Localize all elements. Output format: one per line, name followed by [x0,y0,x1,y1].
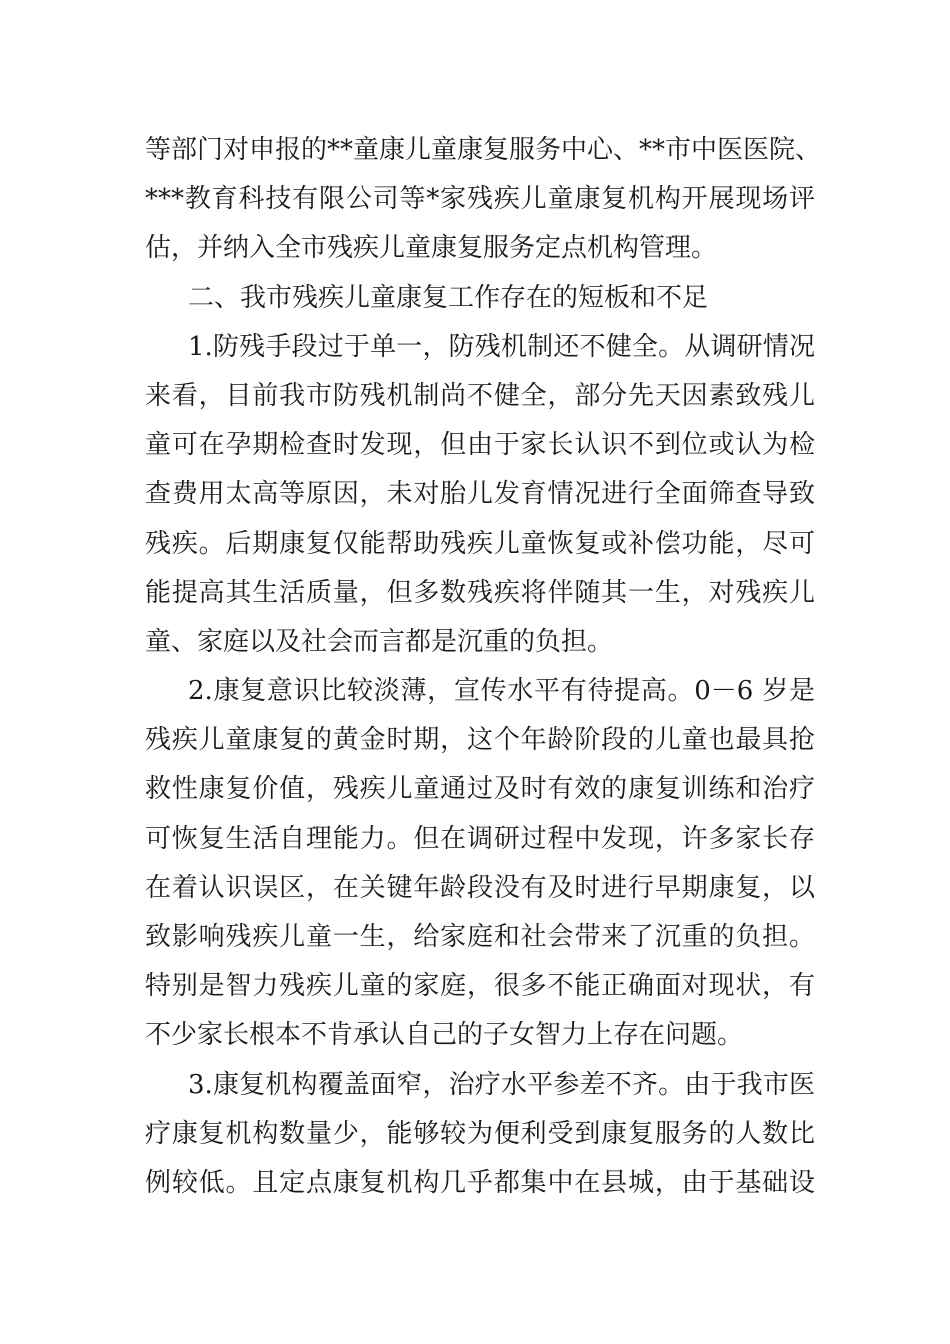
intro-line-1: 等部门对申报的**童康儿童康复服务中心、**市中医医院、 [145,135,822,165]
document-body [145,126,822,1208]
item1-line-3: 童可在孕期检查时发现，但由于家长认识不到位或认为检 [145,430,815,461]
item1-line-1: 1.防残手段过于单一，防残机制还不健全。从调研情况 [188,331,815,362]
section-heading: 二、我市残疾儿童康复工作存在的短板和不足 [188,282,709,313]
item3-line-2: 疗康复机构数量少，能够较为便利受到康复服务的人数比 [145,1118,815,1149]
item2-line-3: 救性康复价值，残疾儿童通过及时有效的康复训练和治疗 [145,774,815,805]
item2-line-5: 在着认识误区，在关键年龄段没有及时进行早期康复，以 [145,872,815,903]
item3-line-1: 3.康复机构覆盖面窄，治疗水平参差不齐。由于我市医 [188,1069,815,1100]
intro-line-2: ***教育科技有限公司等*家残疾儿童康复机构开展现场评 [145,184,815,215]
item2-line-8: 不少家长根本不肯承认自己的子女智力上存在问题。 [145,1020,744,1051]
item1-line-5: 残疾。后期康复仅能帮助残疾儿童恢复或补偿功能，尽可 [145,528,815,559]
item2-line-7: 特别是智力残疾儿童的家庭，很多不能正确面对现状，有 [145,971,815,1002]
item3-line-3: 例较低。且定点康复机构几乎都集中在县城，由于基础设 [145,1167,815,1198]
intro-line-3: 估，并纳入全市残疾儿童康复服务定点机构管理。 [145,233,718,264]
item1-line-6: 能提高其生活质量，但多数残疾将伴随其一生，对残疾儿 [145,577,815,608]
item2-line-2: 残疾儿童康复的黄金时期，这个年龄阶段的儿童也最具抢 [145,725,815,756]
item1-line-7: 童、家庭以及社会而言都是沉重的负担。 [145,626,614,657]
item2-line-6: 致影响残疾儿童一生，给家庭和社会带来了沉重的负担。 [145,922,815,952]
item1-line-4: 查费用太高等原因，未对胎儿发育情况进行全面筛查导致 [145,479,815,510]
item2-line-4: 可恢复生活自理能力。但在调研过程中发现，许多家长存 [145,823,815,854]
item1-line-2: 来看，目前我市防残机制尚不健全，部分先天因素致残儿 [145,380,815,411]
item2-line-1: 2.康复意识比较淡薄，宣传水平有待提高。0－6 岁是 [188,676,815,707]
